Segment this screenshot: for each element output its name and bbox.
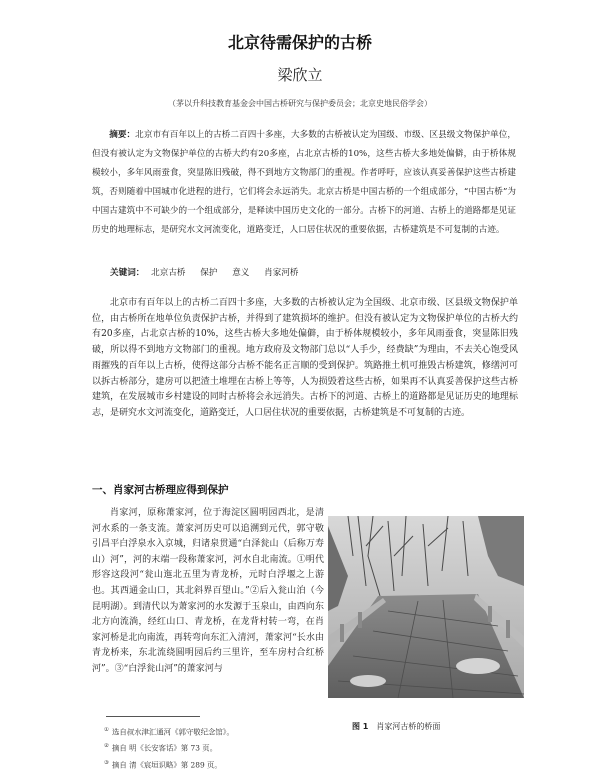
keyword-item: 意义 [232,268,250,278]
abstract [92,126,516,240]
keyword-item: 北京古桥 [151,268,186,278]
footnote-text: 摘自 明《长安客话》第 73 页。 [111,743,218,753]
footnote-item [104,739,404,755]
footnote-item [104,723,404,739]
section-paragraph: 肖家河，原称萧家河，位于海淀区圆明园西北，是清河水系的一条支流。萧家河历史可以追溯到元代，郭守敬引昌平白浮泉水入京城，归诸泉贯通“白泽瓮山（后称万寿山）河”，河的末端一段称萧家河，河水自北南流。①明代形容这段河“瓮山迤北五里为青龙桥，元时白浮堰之上游也。其西通金山口，其北斜界百望山。”②后入瓮山泊（今昆明湖）。到清代以为萧家河的水发源于玉泉山，由西向东北方向流淌，经红山口、青龙桥，在龙背村转一弯，在肖家河桥是北向南流，再转弯向东汇入清河，萧家河“长水由青龙桥来，东北流绕圆明园后约三里许，至车房村合红桥河”。③“白浮瓮山河”的萧家河与 [92,508,324,674]
footnote-mark: ③ [104,759,109,766]
keyword-item: 肖家河桥 [264,268,299,278]
keyword-item: 保护 [200,268,218,278]
section-heading: 一、肖家河古桥理应得到保护 [92,484,229,496]
footnote-text: 选自叔水津汇通河《郭守敬纪念馆》。 [111,727,234,737]
bridge-photo [328,516,524,698]
footnote-divider [106,716,200,717]
keywords [110,266,530,278]
keywords-label: 关键词： [110,268,145,278]
footnote-item [104,756,404,772]
author-affiliation: （茅以升科技教育基金会中国古桥研究与保护委员会；北京史地民俗学会） [168,99,432,108]
abstract-label: 摘要： [109,130,136,140]
bridge-photo-drawing [328,516,524,698]
abstract-text: 北京市有百年以上的古桥二百四十多座，大多数的古桥被认定为国级、市级、区县级文物保护单位，但没有被认定为文物保护单位的古桥大约有20多座，占北京古桥的10%，这些古桥大多地处偏僻，由于桥体规模较小，多年风雨蚕食，突显陈旧残破，得不到地方文物部门的重视。作者呼吁，应该认真妥善保护这些古桥建筑，否则随着中国城市化进程的进行，它们将会永远消失。北京古桥是中国古桥的一个组成部分，“中国古桥”为中国古建筑中不可缺少的一个组成部分，是释读中国历史文化的一部分。古桥下的河道、古桥上的道路都是见证历史的地理标志，是研究水文河流变化，道路变迁，人口居住状况的重要依据，古桥建筑是不可复制的古迹。 [92,130,516,235]
paper-title: 北京待需保护的古桥 [227,33,372,52]
footnotes [104,723,404,772]
footnote-mark: ② [104,743,109,750]
figure-caption-text: 肖家河古桥的桥面 [376,722,441,731]
figure-number: 图 1 [352,722,369,731]
footnote-mark: ① [104,727,109,733]
author-name: 梁欣立 [277,66,323,84]
intro-paragraph: 北京市有百年以上的古桥二百四十多座，大多数的古桥被认定为全国级、北京市级、区县级文物保护单位，由古桥所在地单位负责保护古桥，并得到了建筑损坏的维护。但没有被认定为文物保护单位的古桥大约有20多座，占北京古桥的10%，这些古桥大多地处偏僻，由于桥体规模较小，多年风雨蚕食，突显陈旧残破，所以得不到地方文物部门的重视。地方政府及文物部门总以“人手少，经费缺”为理由，不去关心饱受风雨摧残的百年以上古桥，使得这部分古桥不能名正言顺的受到保护。筑路推土机可推毁古桥建筑，修缮河可以拆古桥部分，建房可以把渣土堆埋在古桥上等等，人为损毁着这些古桥，如果再不认真妥善保护这些古桥建筑，在发展城市乡村建设的同时古桥将会永远消失。古桥下的河道、古桥上的道路都是见证历史的地理标志，是研究水文河流变化，道路变迁，人口居住状况的重要依据，古桥建筑是不可复制的古迹。 [92,298,518,418]
footnote-text: 摘自 清《宸垣识略》第 289 页。 [111,760,222,770]
